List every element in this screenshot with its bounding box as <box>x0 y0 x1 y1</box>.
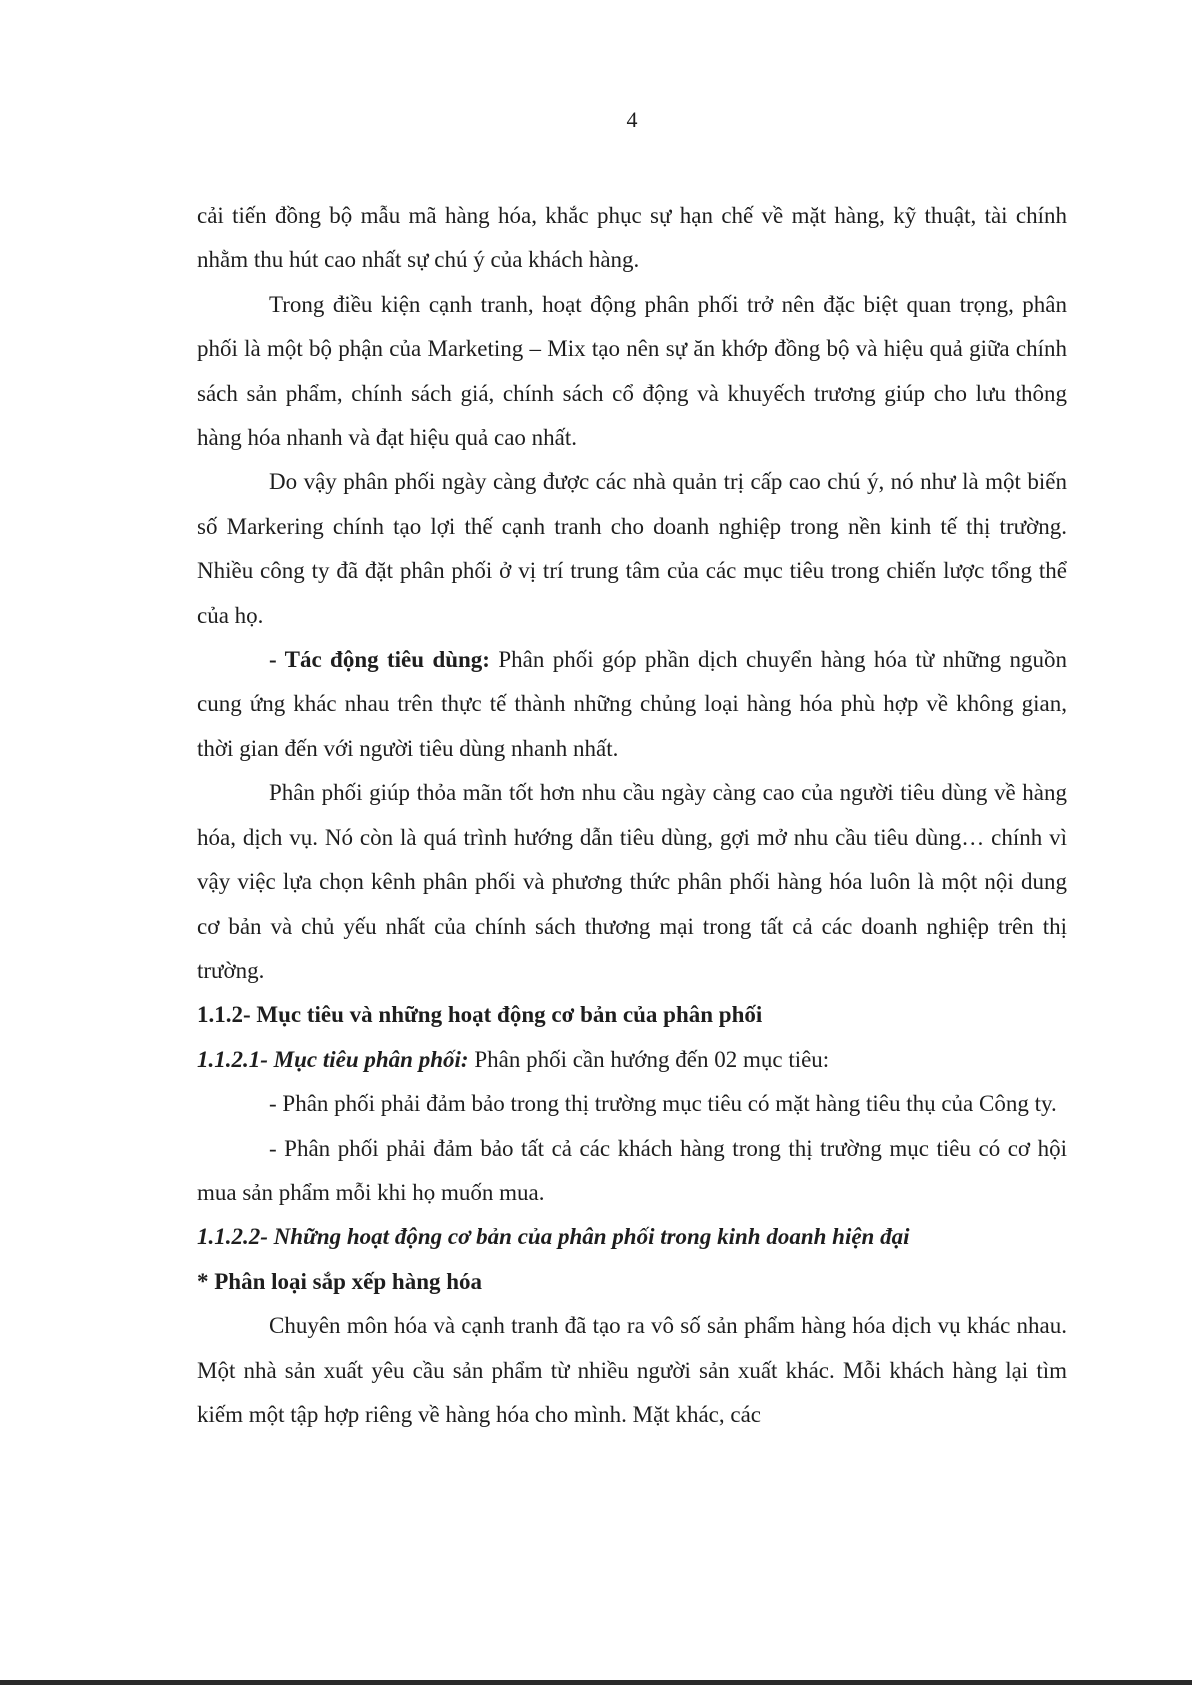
paragraph-distribution-importance: Trong điều kiện cạnh tranh, hoạt động phân phối trở nên đặc biệt quan trọng, phân phối là một bộ phận của Marketing – Mix tạo nên sự ăn khớp đồng bộ và hiệu quả giữa chính sách sản phẩm, chính sách giá, chính sách cổ động và khuyếch trương giúp cho lưu thông hàng hóa nhanh và đạt hiệu quả cao nhất. <box>197 291 1067 451</box>
subsection-heading-1-1-2-1 <box>197 1038 1067 1082</box>
paragraph-consumer-satisfaction: Phân phối giúp thỏa mãn tốt hơn nhu cầu ngày càng cao của người tiêu dùng về hàng hóa, dịch vụ. Nó còn là quá trình hướng dẫn tiêu dùng, gợi mở nhu cầu tiêu dùng… chính vì vậy việc lựa chọn kênh phân phối và phương thức phân phối hàng hóa luôn là một nội dung cơ bản và chủ yếu nhất của chính sách thương mại trong tất cả các doanh nghiệp trên thị trường. <box>197 780 1067 983</box>
bullet-heading-classification: * Phân loại sắp xếp hàng hóa <box>197 1268 483 1294</box>
paragraph-continuation: cải tiến đồng bộ mẫu mã hàng hóa, khắc phục sự hạn chế về mặt hàng, kỹ thuật, tài chính nhằm thu hút cao nhất sự chú ý của khách hàng. <box>197 203 1067 273</box>
document-body <box>197 194 1067 1437</box>
paragraph-consumer-impact <box>197 638 1067 771</box>
paragraph-specialization: Chuyên môn hóa và cạnh tranh đã tạo ra vô số sản phẩm hàng hóa dịch vụ khác nhau. Một nhà sản xuất yêu cầu sản phẩm từ nhiều người sản xuất khác. Mỗi khách hàng lại tìm kiếm một tập hợp riêng về hàng hóa cho mình. Mặt khác, các <box>197 1313 1067 1427</box>
objective-item-1: - Phân phối phải đảm bảo trong thị trường mục tiêu có mặt hàng tiêu thụ của Công ty. <box>269 1091 1057 1117</box>
subsection-heading-1-1-2-2: 1.1.2.2- Những hoạt động cơ bản của phân phối trong kinh doanh hiện đại <box>197 1224 910 1250</box>
section-heading-1-1-2: 1.1.2- Mục tiêu và những hoạt động cơ bản của phân phối <box>197 1002 763 1028</box>
page-number: 4 <box>626 107 638 132</box>
consumer-impact-label: - Tác động tiêu dùng: <box>269 647 490 673</box>
bottom-edge-bar <box>0 1680 1192 1685</box>
objective-item-2: - Phân phối phải đảm bảo tất cả các khách hàng trong thị trường mục tiêu có cơ hội mua sản phẩm mỗi khi họ muốn mua. <box>197 1135 1067 1205</box>
paragraph-distribution-attention: Do vậy phân phối ngày càng được các nhà quản trị cấp cao chú ý, nó như là một biến số Markering chính tạo lợi thế cạnh tranh cho doanh nghiệp trong nền kinh tế thị trường. Nhiều công ty đã đặt phân phối ở vị trí trung tâm của các mục tiêu trong chiến lược tổng thể của họ. <box>197 469 1067 628</box>
consumer-impact-text: Phân phối góp phần dịch chuyển hàng hóa từ những nguồn cung ứng khác nhau trên thực tế thành những chủng loại hàng hóa phù hợp về không gian, thời gian đến với người tiêu dùng nhanh nhất. <box>197 647 1067 761</box>
subsection-1-1-2-1-text: Phân phối cần hướng đến 02 mục tiêu: <box>468 1046 830 1072</box>
subsection-1-1-2-1-label: 1.1.2.1- Mục tiêu phân phối: <box>197 1046 469 1072</box>
